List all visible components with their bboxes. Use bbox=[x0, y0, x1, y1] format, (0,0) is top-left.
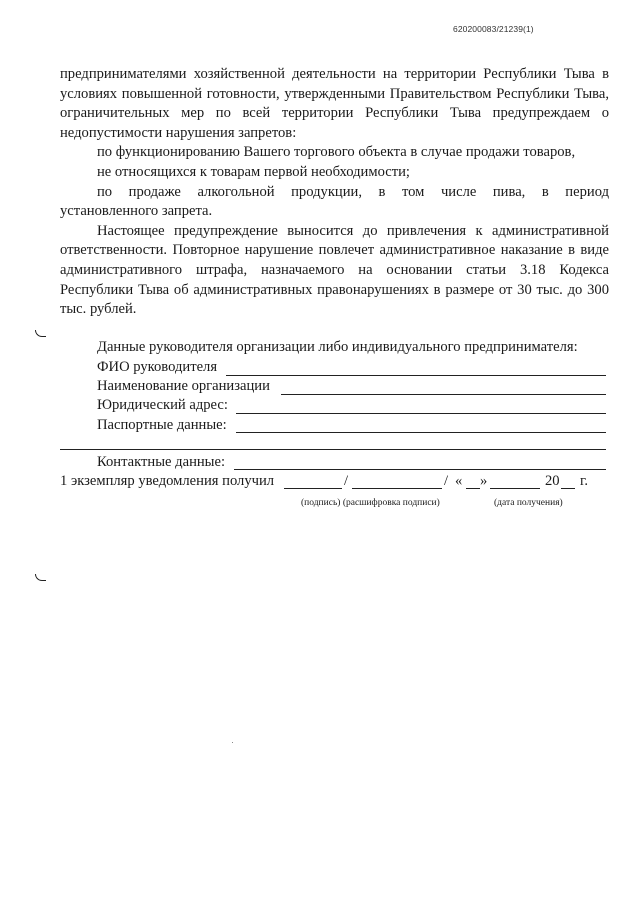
passport-field[interactable] bbox=[236, 432, 606, 433]
hole-punch-mark bbox=[35, 330, 46, 337]
contact-label: Контактные данные: bbox=[97, 454, 226, 470]
address-label: Юридический адрес: bbox=[97, 397, 228, 413]
organization-label: Наименование организации bbox=[97, 378, 270, 394]
year-field[interactable] bbox=[561, 488, 575, 489]
receipt-label: 1 экземпляр уведомления получил bbox=[60, 473, 275, 489]
address-field[interactable] bbox=[236, 413, 606, 414]
year-suffix: г. bbox=[580, 473, 588, 489]
ban-item-1-line-1: по функционированию Вашего торгового объекта в случае продажи товаров, bbox=[97, 144, 576, 161]
signature-caption: (подпись) (расшифровка подписи) bbox=[301, 498, 440, 508]
hole-punch-mark bbox=[35, 574, 46, 581]
paragraph-warning: Настоящее предупреждение выносится до привлечения к административной ответственности. Повторное нарушение повлечет административное наказание в виде административного штрафа, назначаемого на основании статьи 3.18 Кодекса Республики Тыва об административных правонарушениях в размере от 30 тыс. до 300 тыс. рублей. bbox=[60, 222, 609, 318]
scan-speck bbox=[232, 742, 233, 743]
slash-separator: / bbox=[444, 473, 449, 489]
form-heading: Данные руководителя организации либо индивидуального предпринимателя: bbox=[97, 339, 578, 355]
organization-field[interactable] bbox=[281, 394, 606, 395]
day-field[interactable] bbox=[466, 488, 480, 489]
signature-field[interactable] bbox=[284, 488, 342, 489]
document-id: 620200083/21239(1) bbox=[453, 24, 534, 34]
document-body bbox=[60, 65, 609, 320]
month-field[interactable] bbox=[490, 488, 540, 489]
quote-open: « bbox=[455, 473, 463, 489]
slash-separator: / bbox=[344, 473, 349, 489]
fio-label: ФИО руководителя bbox=[97, 359, 218, 375]
paragraph-restrictions: предпринимателями хозяйственной деятельности на территории Республики Тыва в условиях повышенной готовности, утвержденными Правительством Республики Тыва, ограничительных мер по всей территории Республики Тыва предупреждаем о недопустимости нарушения запретов: bbox=[60, 66, 609, 141]
ban-item-1-line-2: не относящихся к товарам первой необходимости; bbox=[97, 163, 410, 180]
quote-close: » bbox=[480, 473, 488, 489]
date-caption: (дата получения) bbox=[494, 498, 563, 508]
ban-item-2-line-2: установленного запрета. bbox=[60, 203, 213, 220]
year-prefix: 20 bbox=[545, 473, 560, 489]
contact-field[interactable] bbox=[234, 469, 606, 470]
passport-field-continuation[interactable] bbox=[60, 449, 606, 450]
ban-item-2-line-1: по продаже алкогольной продукции, в том числе пива, в период bbox=[97, 183, 609, 200]
signature-decoding-field[interactable] bbox=[352, 488, 442, 489]
passport-label: Паспортные данные: bbox=[97, 417, 227, 433]
fio-field[interactable] bbox=[226, 375, 606, 376]
